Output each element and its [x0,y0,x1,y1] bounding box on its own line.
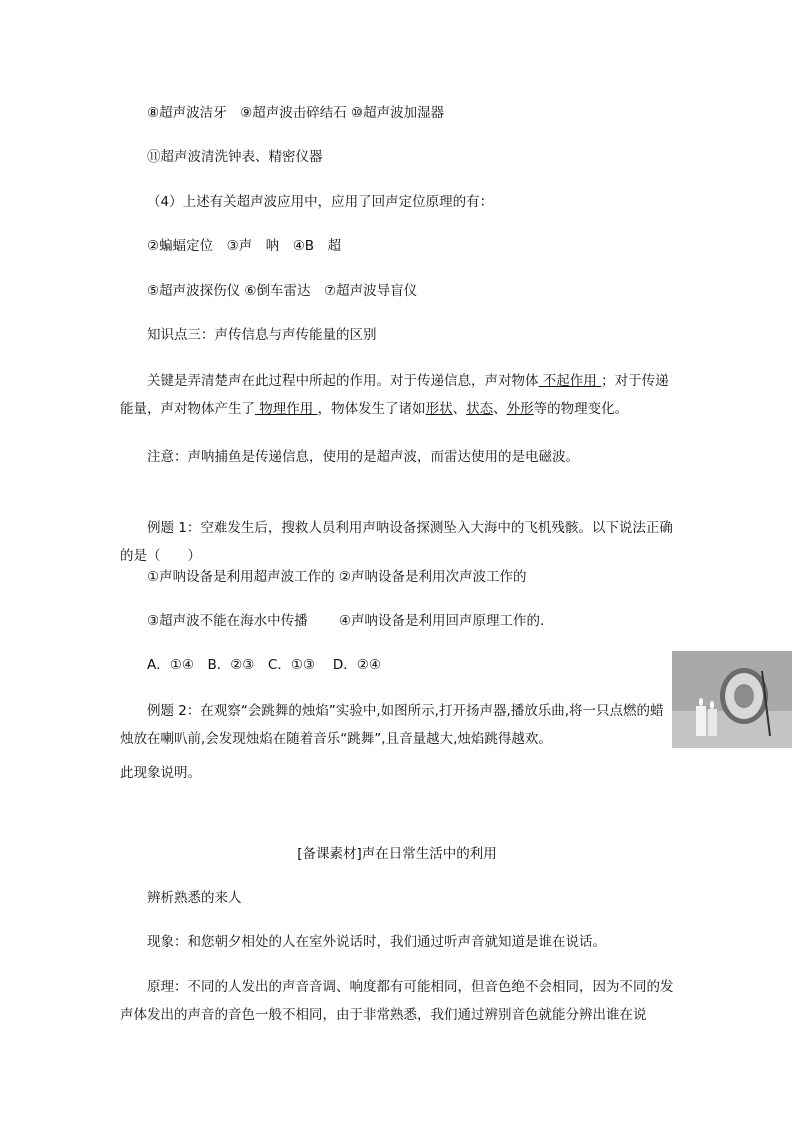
answer-choices: A．①④ B．②③ C．①③ D．②④ [147,657,381,673]
list-line-2-4: ②蝙蝠定位 ③声 呐 ④B 超 [147,238,342,254]
question-4: （4）上述有关超声波应用中，应用了回声定位原理的有： [147,194,494,210]
subheading: 辨析熟悉的来人 [147,890,242,906]
example-1: 例题 1：空难发生后，搜救人员利用声呐设备探测坠入大海中的飞机残骸。以下说法正确的是（ ） [120,520,673,564]
speaker-candle-illustration [672,651,792,748]
note-line: 注意：声呐捕鱼是传递信息，使用的是超声波，而雷达使用的是电磁波。 [147,449,579,465]
example-2: 例题 2：在观察“会跳舞的烛焰”实验中,如图所示,打开扬声器,播放乐曲,将一只点燃的蜡烛放在喇叭前,会发现烛焰在随着音乐“跳舞”,且音量越大,烛焰跳得越欢。 [120,703,664,747]
list-line-5-7: ⑤超声波探伤仪 ⑥倒车雷达 ⑦超声波导盲仪 [147,283,418,299]
option-line-1-2: ①声呐设备是利用超声波工作的 ②声呐设备是利用次声波工作的 [147,569,527,585]
principle-paragraph: 原理：不同的人发出的声音音调、响度都有可能相同，但音色绝不会相同，因为不同的发声体发出的声音的音色一般不相同，由于非常熟悉，我们通过辨别音色就能分辨出谁在说 [120,979,674,1023]
section-heading: 知识点三：声传信息与声传能量的区别 [147,327,377,343]
option-line-3-4: ③超声波不能在海水中传播 ④声呐设备是利用回声原理工作的. [147,613,545,629]
list-line-8-10: ⑧超声波洁牙 ⑨超声波击碎结石 ⑩超声波加湿器 [147,105,445,121]
phenomenon-line: 现象：和您朝夕相处的人在室外说话时，我们通过听声音就知道是谁在说话。 [147,934,606,950]
paragraph-key-point: 关键是弄清楚声在此过程中所起的作用。对于传递信息，声对物体 不起作用 ；对于传递能量，声对物体产生了 物理作用 ，物体发生了诸如形状、状态、外形等的物理变化。 [120,373,669,417]
example-2-tail: 此现象说明。 [120,765,201,781]
material-title: [备课素材]声在日常生活中的利用 [297,846,497,862]
speaker-candle-photo [672,651,792,748]
list-line-11: ⑪超声波清洗钟表、精密仪器 [147,149,323,165]
